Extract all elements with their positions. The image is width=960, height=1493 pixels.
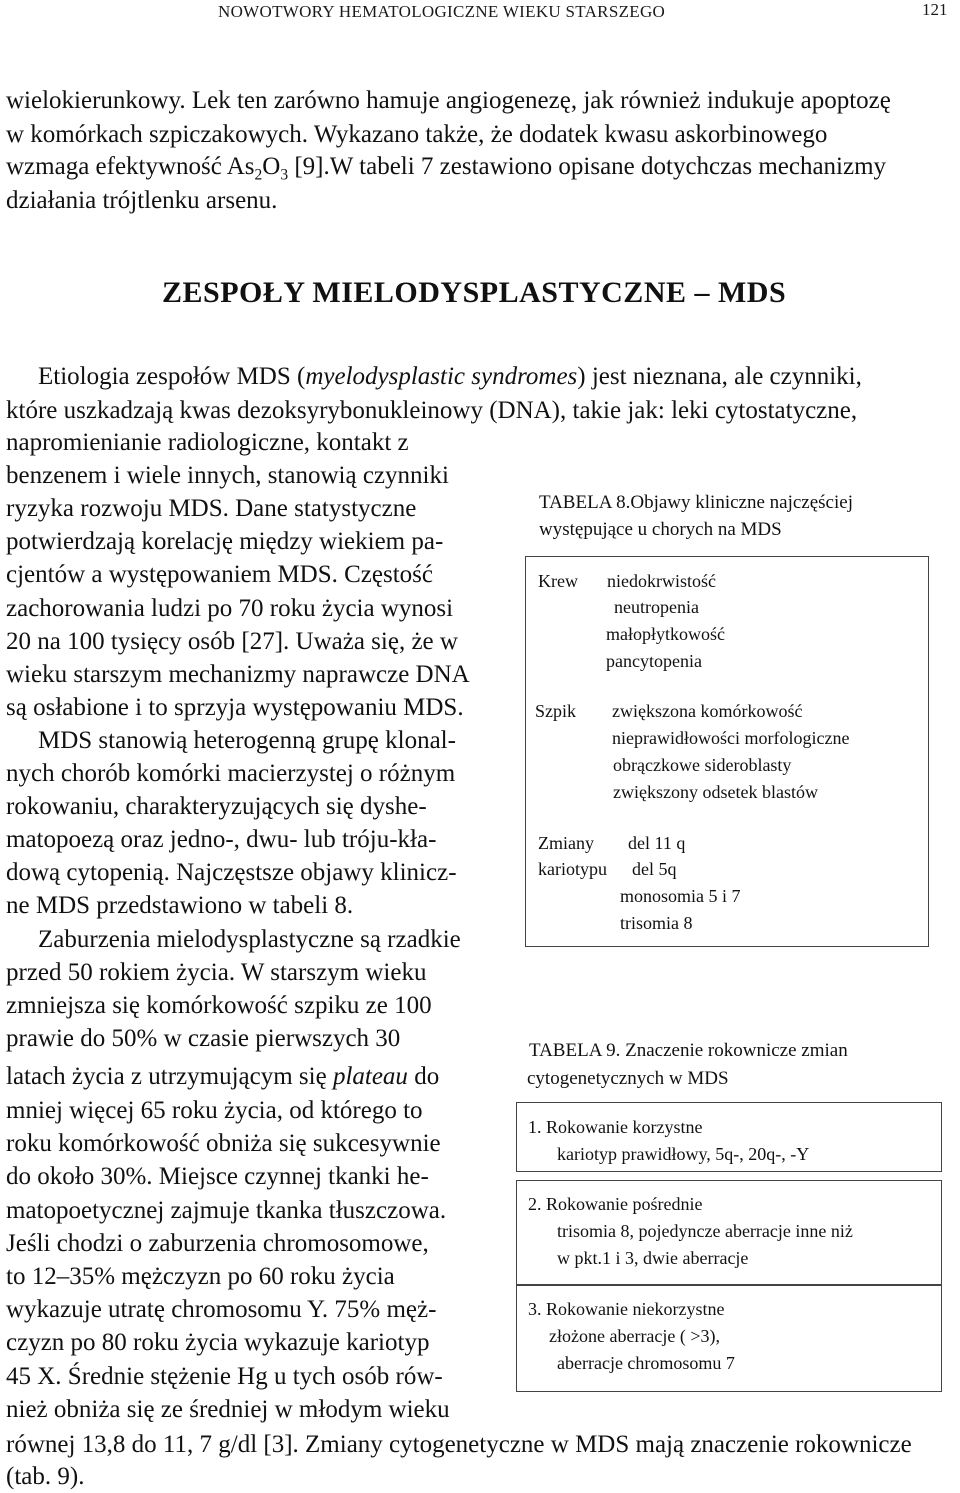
table8-szpik-item: zwiększona komórkowość bbox=[612, 701, 803, 721]
left-column-line: roku komórkowość obniża się sukcesywnie bbox=[6, 1130, 441, 1158]
left-column-line: ne MDS przedstawiono w tabeli 8. bbox=[6, 892, 354, 920]
left-column-line: Zaburzenia mielodysplastyczne są rzadkie bbox=[38, 925, 461, 953]
table9-intermediate-heading: 2. Rokowanie pośrednie bbox=[528, 1194, 703, 1214]
intro-line-1: wielokierunkowy. Lek ten zarówno hamuje angiogenezę, jak również indukuje apoptozę bbox=[6, 87, 891, 114]
etiology-line-1: Etiologia zespołów MDS (myelodysplastic syndromes) jest nieznana, ale czynniki, bbox=[38, 363, 862, 390]
intro-line-3: wzmaga efektywność $As_2O_3$ [9].W tabeli 7 zestawiono opisane dotychczas mechanizmy bbox=[6, 153, 887, 184]
left-column-line: zmniejsza się komórkowość szpiku ze 100 bbox=[6, 991, 432, 1019]
table8-szpik-item: zwiększony odsetek blastów bbox=[613, 782, 818, 802]
left-column-line: przed 50 rokiem życia. W starszym wieku bbox=[6, 958, 427, 986]
left-column-line: napromienianie radiologiczne, kontakt z bbox=[6, 429, 409, 456]
left-column-line: matopoezą oraz jedno-, dwu- lub tróju-kła- bbox=[6, 826, 437, 854]
left-column-line: mniej więcej 65 roku życia, od którego to bbox=[6, 1097, 423, 1124]
table9-intermediate-text: trisomia 8, pojedyncze aberracje inne niż bbox=[557, 1221, 853, 1241]
left-column-line: do około 30%. Miejsce czynnej tkanki he- bbox=[6, 1163, 429, 1191]
table8-krew-item: neutropenia bbox=[614, 597, 699, 617]
left-column-line: to 12–35% mężczyzn po 60 roku życia bbox=[6, 1263, 395, 1290]
section-title: ZESPOŁY MIELODYSPLASTYCZNE – MDS bbox=[162, 276, 787, 309]
left-column-line: potwierdzają korelację między wiekiem pa- bbox=[6, 528, 444, 556]
table9-caption-line-1: TABELA 9. Znaczenie rokownicze zmian bbox=[529, 1040, 848, 1061]
table9-favorable-text: kariotyp prawidłowy, 5q-, 20q-, -Y bbox=[557, 1144, 810, 1164]
left-column-line: 20 na 100 tysięcy osób [27]. Uważa się, że w bbox=[6, 627, 458, 655]
table8-krew-item: niedokrwistość bbox=[607, 571, 716, 591]
left-column-line: prawie do 50% w czasie pierwszych 30 bbox=[6, 1024, 401, 1052]
left-column-line: ryzyka rozwoju MDS. Dane statystyczne bbox=[6, 495, 417, 523]
table9-intermediate-text: w pkt.1 i 3, dwie aberracje bbox=[557, 1248, 749, 1268]
table8-caption-line-2: występujące u chorych na MDS bbox=[539, 519, 782, 540]
table8-szpik-item: obrączkowe sideroblasty bbox=[613, 755, 792, 775]
table8-szpik-item: nieprawidłowości morfologiczne bbox=[612, 728, 850, 748]
left-column-line: zachorowania ludzi po 70 roku życia wynosi bbox=[6, 594, 454, 622]
table9-unfavorable-heading: 3. Rokowanie niekorzystne bbox=[528, 1299, 725, 1319]
etiology-line-2: które uszkadzają kwas dezoksyrybonukleinowy (DNA), takie jak: leki cytostatyczne, bbox=[6, 397, 858, 424]
left-column-line: wieku starszym mechanizmy naprawcze DNA bbox=[6, 660, 470, 688]
table8-caption-line-1: TABELA 8.Objawy kliniczne najczęściej bbox=[539, 492, 853, 513]
table8-zmiany-item: del 11 q bbox=[628, 833, 686, 853]
table8-zmiany-item: monosomia 5 i 7 bbox=[620, 886, 741, 906]
left-column-line: rokowaniu, charakteryzujących się dyshe- bbox=[6, 793, 427, 821]
table8-krew-item: pancytopenia bbox=[606, 651, 702, 671]
table9-unfavorable-text: złożone aberracje ( >3), bbox=[549, 1326, 721, 1346]
left-column-line: czyzn po 80 roku życia wykazuje kariotyp bbox=[6, 1329, 430, 1357]
table8-zmiany-label: Zmiany bbox=[538, 833, 594, 853]
table8-zmiany-label: kariotypu bbox=[538, 859, 607, 879]
left-column-line: są osłabione i to sprzyja występowaniu MDS. bbox=[6, 693, 464, 721]
table8-zmiany-item: trisomia 8 bbox=[620, 913, 693, 933]
left-column-line: matopoetycznej zajmuje tkanka tłuszczowa. bbox=[6, 1196, 447, 1224]
left-column-line: dową cytopenią. Najczęstsze objawy klinicz- bbox=[6, 859, 457, 887]
intro-line-2: w komórkach szpiczakowych. Wykazano także, że dodatek kwasu askorbinowego bbox=[6, 121, 828, 148]
left-column-line: MDS stanowią heterogenną grupę klonal- bbox=[38, 726, 456, 754]
table8-szpik-label: Szpik bbox=[535, 701, 577, 721]
page-number: 121 bbox=[922, 0, 948, 19]
table9-favorable-heading: 1. Rokowanie korzystne bbox=[528, 1117, 703, 1137]
table8-krew-item: małopłytkowość bbox=[606, 624, 725, 644]
final-line-1: równej 13,8 do 11, 7 g/dl [3]. Zmiany cytogenetyczne w MDS mają znaczenie rokownicze bbox=[6, 1431, 912, 1458]
left-column-line: wykazuje utratę chromosomu Y. 75% męż- bbox=[6, 1296, 437, 1324]
left-column-line: Jeśli chodzi o zaburzenia chromosomowe, bbox=[6, 1229, 429, 1257]
table9-caption-line-2: cytogenetycznych w MDS bbox=[527, 1068, 729, 1089]
running-header: NOWOTWORY HEMATOLOGICZNE WIEKU STARSZEGO bbox=[218, 2, 666, 21]
left-column-line: benzenem i wiele innych, stanowią czynniki bbox=[6, 462, 449, 490]
table9-unfavorable-text: aberracje chromosomu 7 bbox=[557, 1353, 735, 1373]
final-line-2: (tab. 9). bbox=[6, 1463, 85, 1490]
left-column-line: 45 X. Średnie stężenie Hg u tych osób rów- bbox=[6, 1362, 443, 1390]
left-column-line: nych chorób komórki macierzystej o różnym bbox=[6, 760, 456, 787]
intro-line-4: działania trójtlenku arsenu. bbox=[6, 187, 278, 214]
plateau-line: latach życia z utrzymującym się plateau do bbox=[6, 1063, 440, 1090]
table8-zmiany-item: del 5q bbox=[632, 859, 677, 879]
table8-krew-label: Krew bbox=[538, 571, 578, 591]
left-column-line: nież obniża się ze średniej w młodym wieku bbox=[6, 1395, 450, 1423]
left-column-line: cjentów a występowaniem MDS. Częstość bbox=[6, 561, 434, 589]
